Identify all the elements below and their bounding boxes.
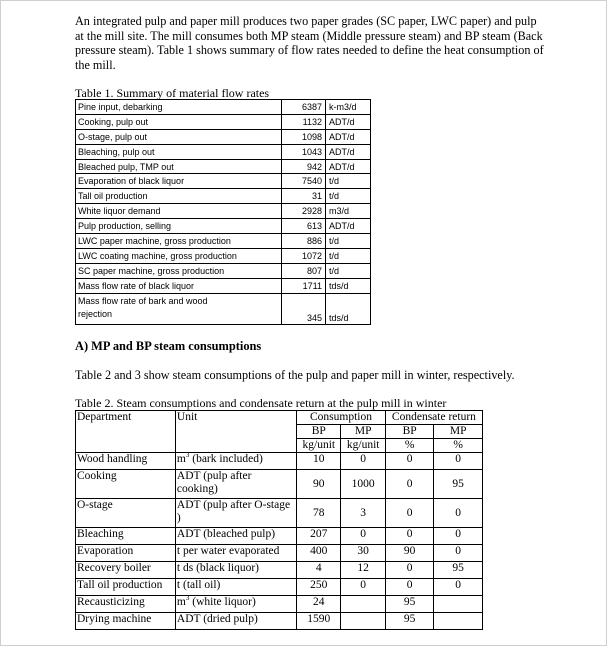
flow-name: White liquor demand <box>76 204 282 219</box>
flow-unit: ADT/d <box>326 129 371 144</box>
return-bp: 0 <box>385 499 434 528</box>
unit-cell <box>175 613 296 630</box>
return-mp <box>434 613 483 630</box>
flow-value: 1711 <box>282 278 326 293</box>
consumption-mp: 0 <box>341 453 385 470</box>
consumption-bp: 4 <box>297 562 341 579</box>
return-bp: 0 <box>385 453 434 470</box>
header-return-bp: BP <box>385 425 434 439</box>
unit-text: ADT (pulp after O-stage ) <box>176 499 291 524</box>
flow-name: LWC paper machine, gross production <box>76 234 282 249</box>
header-consumption: Consumption <box>297 411 386 425</box>
department-name: Evaporation <box>76 545 176 562</box>
table2-caption: Table 2. Steam consumptions and condensate return at the pulp mill in winter <box>75 396 447 410</box>
header-consumption-mp: MP <box>341 425 385 439</box>
flow-name: Bleaching, pulp out <box>76 144 282 159</box>
flow-unit: t/d <box>326 263 371 278</box>
table-row <box>76 204 371 219</box>
return-mp: 0 <box>434 453 483 470</box>
unit-text-rest: (white liquor) <box>189 596 256 608</box>
department-name: Recovery boiler <box>76 562 176 579</box>
unit-cell <box>175 499 296 528</box>
unit-text: ADT (bleached pulp) <box>176 528 276 540</box>
flow-value: 1043 <box>282 144 326 159</box>
flow-name: LWC coating machine, gross production <box>76 248 282 263</box>
header-consumption-bp-unit: kg/unit <box>297 439 341 453</box>
flow-unit: ADT/d <box>326 144 371 159</box>
table-row <box>76 174 371 189</box>
flow-name: Tall oil production <box>76 189 282 204</box>
unit-text: m <box>176 453 186 465</box>
table-row <box>76 453 483 470</box>
return-mp: 95 <box>434 562 483 579</box>
flow-name: Mass flow rate of black liquor <box>76 278 282 293</box>
unit-cell <box>175 579 296 596</box>
return-bp: 0 <box>385 579 434 596</box>
flow-name-line: rejection <box>78 309 113 320</box>
table-row <box>76 579 483 596</box>
consumption-bp: 400 <box>297 545 341 562</box>
intro-paragraph: An integrated pulp and paper mill produces two paper grades (SC paper, LWC paper) and pulp at the mill site. The mill consumes both MP steam (Middle pressure steam) and BP steam (Back pressure steam). Table 1 shows summary of flow rates needed to define the heat consumption of the mill. <box>75 14 544 72</box>
flow-unit: m3/d <box>326 204 371 219</box>
flow-value: 345 <box>282 293 326 324</box>
flow-unit: ADT/d <box>326 159 371 174</box>
consumption-mp: 1000 <box>341 470 385 499</box>
header-unit: Unit <box>175 411 296 453</box>
unit-text: t per water evaporated <box>176 545 280 557</box>
consumption-bp: 90 <box>297 470 341 499</box>
table-row <box>76 562 483 579</box>
consumption-bp: 1590 <box>297 613 341 630</box>
return-bp: 0 <box>385 562 434 579</box>
table-row <box>76 545 483 562</box>
return-mp: 0 <box>434 499 483 528</box>
table-row <box>76 278 371 293</box>
section-a-paragraph: Table 2 and 3 show steam consumptions of the pulp and paper mill in winter, respectively. <box>75 368 515 382</box>
unit-cell <box>175 562 296 579</box>
flow-unit: ADT/d <box>326 114 371 129</box>
material-flow-table-body <box>76 100 371 325</box>
flow-value: 942 <box>282 159 326 174</box>
flow-value: 2928 <box>282 204 326 219</box>
consumption-bp: 250 <box>297 579 341 596</box>
consumption-mp: 0 <box>341 579 385 596</box>
flow-name: Cooking, pulp out <box>76 114 282 129</box>
flow-name: Pulp production, selling <box>76 219 282 234</box>
return-bp: 95 <box>385 596 434 613</box>
unit-cell <box>175 528 296 545</box>
flow-value: 6387 <box>282 100 326 115</box>
flow-name <box>76 293 282 324</box>
consumption-bp: 10 <box>297 453 341 470</box>
return-mp: 0 <box>434 528 483 545</box>
flow-unit: ADT/d <box>326 219 371 234</box>
flow-unit: t/d <box>326 174 371 189</box>
steam-consumption-table-body <box>76 411 483 630</box>
department-name: Cooking <box>76 470 176 499</box>
table-row <box>76 114 371 129</box>
table-row <box>76 159 371 174</box>
department-name: Drying machine <box>76 613 176 630</box>
flow-value: 31 <box>282 189 326 204</box>
department-name: Bleaching <box>76 528 176 545</box>
unit-cell <box>175 470 296 499</box>
flow-value: 7540 <box>282 174 326 189</box>
unit-cell <box>175 545 296 562</box>
consumption-mp: 12 <box>341 562 385 579</box>
return-mp: 0 <box>434 545 483 562</box>
flow-name: SC paper machine, gross production <box>76 263 282 278</box>
flow-value: 613 <box>282 219 326 234</box>
header-consumption-bp: BP <box>297 425 341 439</box>
department-name: Wood handling <box>76 453 176 470</box>
section-a-heading: A) MP and BP steam consumptions <box>75 339 262 353</box>
flow-name: Pine input, debarking <box>76 100 282 115</box>
flow-name-line: Mass flow rate of bark and wood <box>78 295 208 306</box>
table-row <box>76 129 371 144</box>
header-return-mp-unit: % <box>434 439 483 453</box>
table-row <box>76 263 371 278</box>
table-row <box>76 144 371 159</box>
consumption-bp: 78 <box>297 499 341 528</box>
flow-unit: tds/d <box>326 293 371 324</box>
unit-cell <box>175 596 296 613</box>
consumption-bp: 24 <box>297 596 341 613</box>
flow-value: 1098 <box>282 129 326 144</box>
table-row <box>76 470 483 499</box>
unit-text: t (tall oil) <box>176 579 221 591</box>
consumption-mp: 3 <box>341 499 385 528</box>
table-row <box>76 100 371 115</box>
table-row <box>76 219 371 234</box>
table-row <box>76 248 371 263</box>
table-row <box>76 596 483 613</box>
flow-name: Bleached pulp, TMP out <box>76 159 282 174</box>
table2-header-row <box>76 411 483 425</box>
flow-unit: t/d <box>326 234 371 249</box>
flow-unit: k-m3/d <box>326 100 371 115</box>
header-return-mp: MP <box>434 425 483 439</box>
department-name: Tall oil production <box>76 579 176 596</box>
unit-text: ADT (dried pulp) <box>176 613 258 625</box>
header-department: Department <box>76 411 176 453</box>
steam-consumption-table <box>75 410 483 630</box>
consumption-bp: 207 <box>297 528 341 545</box>
unit-text-rest: (bark included) <box>189 453 263 465</box>
return-mp <box>434 596 483 613</box>
flow-unit: t/d <box>326 248 371 263</box>
return-bp: 0 <box>385 470 434 499</box>
return-bp: 90 <box>385 545 434 562</box>
return-bp: 0 <box>385 528 434 545</box>
department-name: O-stage <box>76 499 176 528</box>
return-mp: 95 <box>434 470 483 499</box>
consumption-mp <box>341 596 385 613</box>
unit-superscript: 3 <box>185 451 190 460</box>
header-condensate-return: Condensate return <box>385 411 482 425</box>
table-row <box>76 613 483 630</box>
unit-text: m <box>176 596 186 608</box>
flow-name: Evaporation of black liquor <box>76 174 282 189</box>
return-bp: 95 <box>385 613 434 630</box>
flow-value: 1132 <box>282 114 326 129</box>
table-row <box>76 499 483 528</box>
material-flow-table <box>75 99 371 325</box>
unit-cell <box>175 453 296 470</box>
table-row <box>76 528 483 545</box>
consumption-mp <box>341 613 385 630</box>
table-row <box>76 234 371 249</box>
flow-value: 1072 <box>282 248 326 263</box>
flow-value: 807 <box>282 263 326 278</box>
header-consumption-mp-unit: kg/unit <box>341 439 385 453</box>
table-row <box>76 189 371 204</box>
unit-text: t ds (black liquor) <box>176 562 259 574</box>
header-return-bp-unit: % <box>385 439 434 453</box>
flow-value: 886 <box>282 234 326 249</box>
return-mp: 0 <box>434 579 483 596</box>
flow-name: O-stage, pulp out <box>76 129 282 144</box>
consumption-mp: 30 <box>341 545 385 562</box>
table-row <box>76 293 371 324</box>
flow-unit: tds/d <box>326 278 371 293</box>
consumption-mp: 0 <box>341 528 385 545</box>
department-name: Recausticizing <box>76 596 176 613</box>
flow-unit: t/d <box>326 189 371 204</box>
unit-superscript: 3 <box>185 594 190 603</box>
table1-caption: Table 1. Summary of material flow rates <box>75 86 270 100</box>
unit-text: ADT (pulp after cooking) <box>176 470 252 495</box>
